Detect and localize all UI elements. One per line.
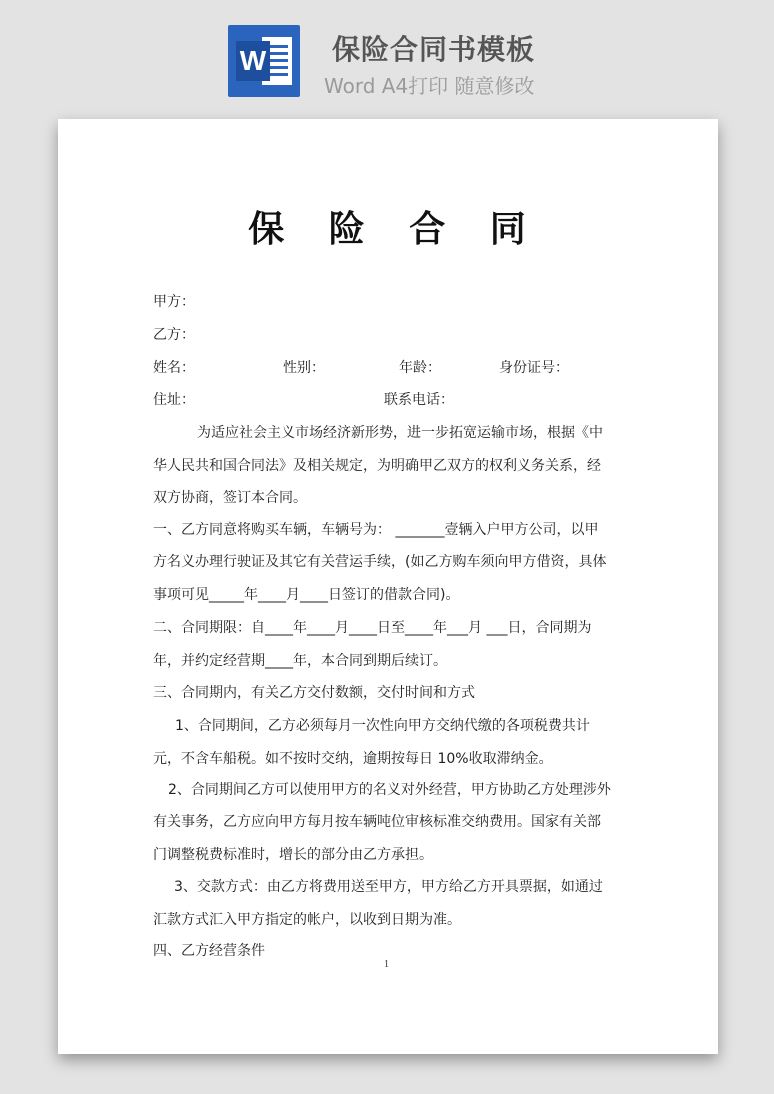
party-b-label: 乙方：: [153, 327, 195, 343]
intro-line: 华人民共和国合同法》及相关规定，为明确甲乙双方的权利义务关系，经: [153, 458, 601, 474]
document-title: 保 险 合 同: [248, 209, 542, 250]
banner-title: 保险合同书模板: [332, 33, 536, 66]
clause-3-3-line: 汇款方式汇入甲方指定的帐户，以收到日期为准。: [153, 912, 461, 928]
clause-3-3-line: 3、交款方式：由乙方将费用送至甲方，甲方给乙方开具票据，如通过: [174, 879, 603, 895]
clause-3-1-line: 元，不含车船税。如不按时交纳，逾期按每日 10%收取滞纳金。: [153, 751, 553, 767]
intro-line: 为适应社会主义市场经济新形势，进一步拓宽运输市场，根据《中: [197, 425, 603, 441]
banner-subtitle: Word A4打印 随意修改: [324, 74, 535, 98]
phone-label: 联系电话：: [384, 392, 454, 408]
clause-2-line: 年，并约定经营期____年，本合同到期后续订。: [153, 653, 447, 669]
page-number: 1: [384, 959, 389, 970]
clause-3-2-line: 门调整税费标准时，增长的部分由乙方承担。: [153, 847, 433, 863]
clause-3-heading: 三、合同期内，有关乙方交付数额，交付时间和方式: [153, 685, 475, 701]
clause-1-line: 方名义办理行驶证及其它有关营运手续，(如乙方购车须向甲方借资，具体: [153, 554, 607, 570]
intro-line: 双方协商，签订本合同。: [153, 490, 307, 506]
gender-label: 性别：: [283, 360, 325, 376]
age-label: 年龄：: [399, 360, 441, 376]
word-letter: W: [236, 41, 270, 81]
clause-1-line: 一、乙方同意将购买车辆，车辆号为： _______壹辆入户甲方公司，以甲: [153, 522, 599, 538]
clause-3-2-line: 有关事务，乙方应向甲方每月按车辆吨位审核标准交纳费用。国家有关部: [153, 814, 601, 830]
clause-1-line: 事项可见_____年____月____日签订的借款合同)。: [153, 587, 460, 603]
address-label: 住址：: [153, 392, 195, 408]
id-number-label: 身份证号：: [499, 360, 569, 376]
word-icon: [228, 25, 300, 97]
clause-3-1-line: 1、合同期间，乙方必须每月一次性向甲方交纳代缴的各项税费共计: [175, 718, 590, 734]
clause-4-heading: 四、乙方经营条件: [153, 943, 265, 959]
header-banner: [0, 0, 774, 118]
party-a-label: 甲方：: [153, 294, 195, 310]
name-label: 姓名：: [153, 360, 195, 376]
clause-3-2-line: 2、合同期间乙方可以使用甲方的名义对外经营，甲方协助乙方处理涉外: [168, 782, 611, 798]
clause-2-line: 二、合同期限：自____年____月____日至____年___月 ___日，合同期为: [153, 620, 592, 636]
